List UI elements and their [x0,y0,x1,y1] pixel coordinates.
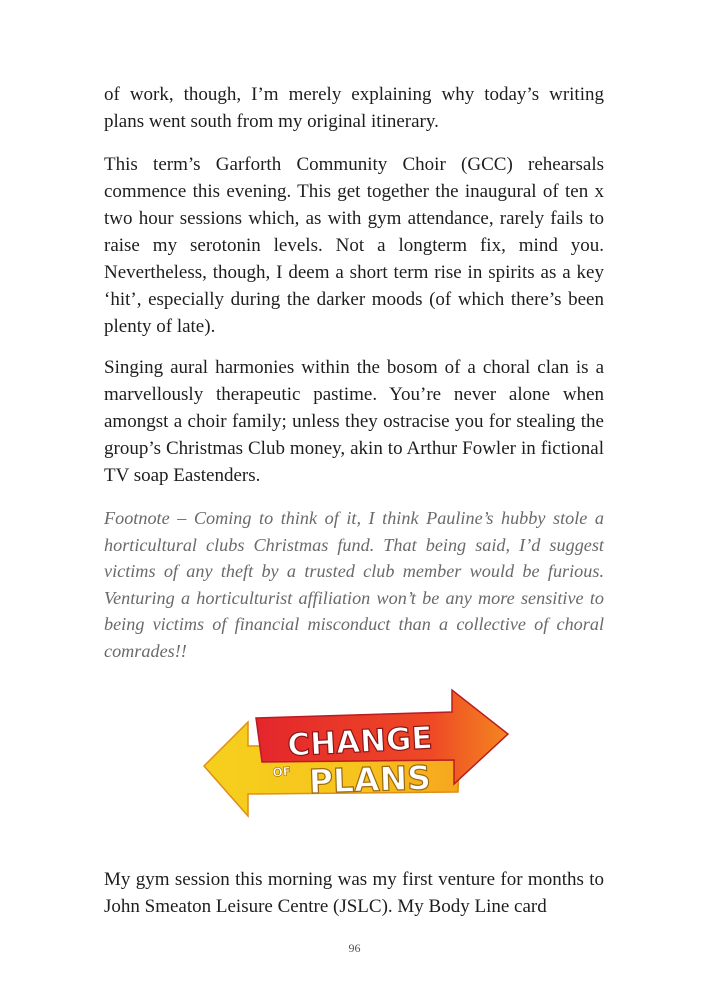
paragraph-2: This term’s Garforth Community Choir (GCC) rehearsals commence this evening. This get together the inaugural of ten x two hour sessions which, as with gym attendance, rarely fails to raise my serotonin levels. Not a longterm fix, mind you. Nevertheless, though, I deem a short term rise in spirits as a key ‘hit’, especially during the darker moods (of which there’s been plenty of late). [104,154,604,337]
logo-word-bottom: PLANS [308,757,432,802]
logo-word-small: OF [272,764,292,780]
footnote-paragraph: Footnote – Coming to think of it, I think Pauline’s hubby stole a horticultural clubs Christmas fund. That being said, I’d suggest victims of any theft by a trusted club member would be furious. Venturing a horticulturist affiliation won’t be any more sensitive to being victims of financial misconduct than a collective of choral comrades!! [104,508,604,661]
paragraph-3: Singing aural harmonies within the bosom of a choral clan is a marvellously therapeutic pastime. You’re never alone when amongst a choir family; unless they ostracise you for stealing the group’s Christmas Club money, akin to Arthur Fowler in fictional TV soap Eastenders. [104,357,604,486]
page-number: 96 [348,941,361,955]
logo-word-top: CHANGE [286,720,434,764]
paragraph-1: of work, though, I’m merely explaining why today’s writing plans went south from my original itinerary. [104,84,604,132]
change-of-plans-logo [200,688,512,820]
paragraph-5: My gym session this morning was my first venture for months to John Smeaton Leisure Centre (JSLC). My Body Line card [104,869,604,917]
